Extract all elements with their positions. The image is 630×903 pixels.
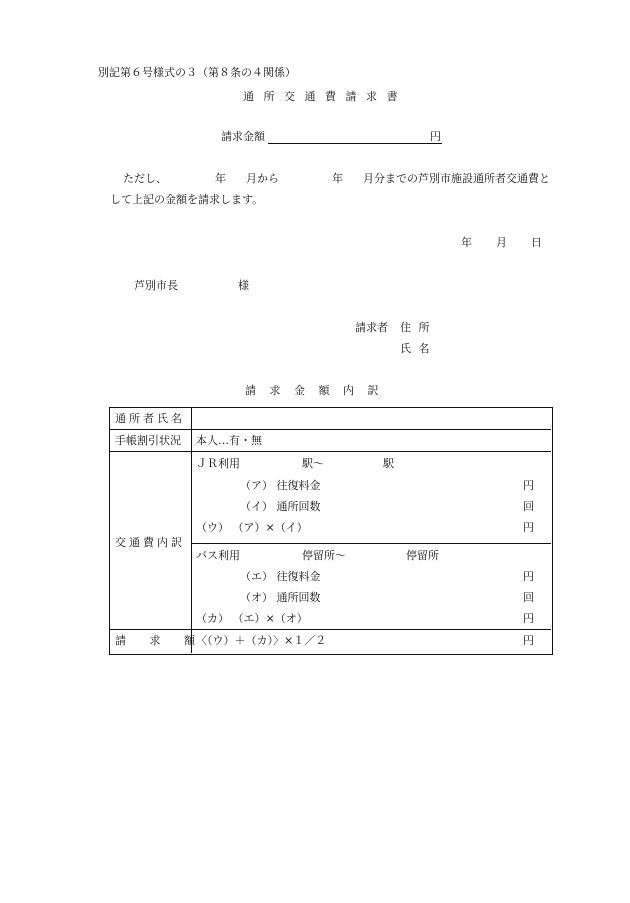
jr-i-unit: 回 — [523, 500, 534, 513]
body-year-1: 年 — [215, 172, 226, 185]
row-label-cost: 交通費内訳 — [115, 536, 185, 549]
table-row-line — [110, 429, 551, 430]
bus-ka-label: （カ） （エ）×（オ） — [196, 612, 308, 625]
bus-e-unit: 円 — [523, 570, 534, 583]
date-month: 月 — [496, 236, 507, 249]
jr-station-from: 駅〜 — [302, 457, 324, 470]
body-line-2: して上記の金額を請求します。 — [110, 193, 264, 206]
amount-unit: 円 — [430, 130, 441, 143]
date-day: 日 — [531, 236, 542, 249]
amount-underline — [268, 143, 442, 144]
date-year: 年 — [461, 236, 472, 249]
document-title: 通 所 交 通 費 請 求 書 — [243, 90, 401, 103]
body-month-from: 月から — [246, 172, 279, 185]
body-year-2: 年 — [332, 172, 343, 185]
discount-value: 本人…有・無 — [196, 434, 262, 447]
total-unit: 円 — [523, 634, 534, 647]
form-reference: 別記第６号様式の３（第８条の４関係） — [98, 66, 296, 79]
body-month-until: 月分までの芦別市施設通所者交通費と — [363, 172, 550, 185]
body-prefix: ただし、 — [123, 172, 167, 185]
bus-stop-to: 停留所 — [406, 549, 439, 562]
jr-station-to: 駅 — [383, 457, 394, 470]
bus-o-unit: 回 — [523, 591, 534, 604]
bus-stop-from: 停留所〜 — [302, 549, 346, 562]
row-label-name: 通所者氏名 — [115, 412, 185, 425]
row-label-discount: 手帳割引状況 — [115, 434, 181, 447]
claimant-address-label: 住 所 — [400, 321, 432, 334]
jr-a-unit: 円 — [523, 479, 534, 492]
claimant-name-label: 氏 名 — [400, 342, 432, 355]
breakdown-table — [109, 407, 553, 655]
addressee-honorific: 様 — [238, 279, 249, 292]
table-row-line — [191, 543, 551, 544]
bus-label: バス利用 — [196, 549, 240, 562]
jr-a-label: （ア） 往復料金 — [240, 479, 321, 492]
table-row-line — [110, 451, 551, 452]
table-row-line — [110, 629, 551, 630]
row-label-total: 請 求 額 — [115, 634, 205, 647]
bus-ka-unit: 円 — [523, 612, 534, 625]
addressee-mayor: 芦別市長 — [134, 279, 178, 292]
jr-label: ＪＲ利用 — [196, 457, 240, 470]
jr-i-label: （イ） 通所回数 — [240, 500, 321, 513]
bus-o-label: （オ） 通所回数 — [240, 591, 321, 604]
bus-e-label: （エ） 往復料金 — [240, 570, 321, 583]
claimant-label: 請求者 — [355, 321, 388, 334]
amount-label: 請求金額 — [221, 130, 265, 143]
total-formula: 〈（ウ）＋（カ）〉×１／２ — [196, 634, 327, 647]
jr-u-label: （ウ） （ア）×（イ） — [196, 521, 308, 534]
table-column-divider — [191, 408, 192, 653]
breakdown-title: 請 求 金 額 内 訳 — [245, 384, 384, 397]
jr-u-unit: 円 — [523, 521, 534, 534]
